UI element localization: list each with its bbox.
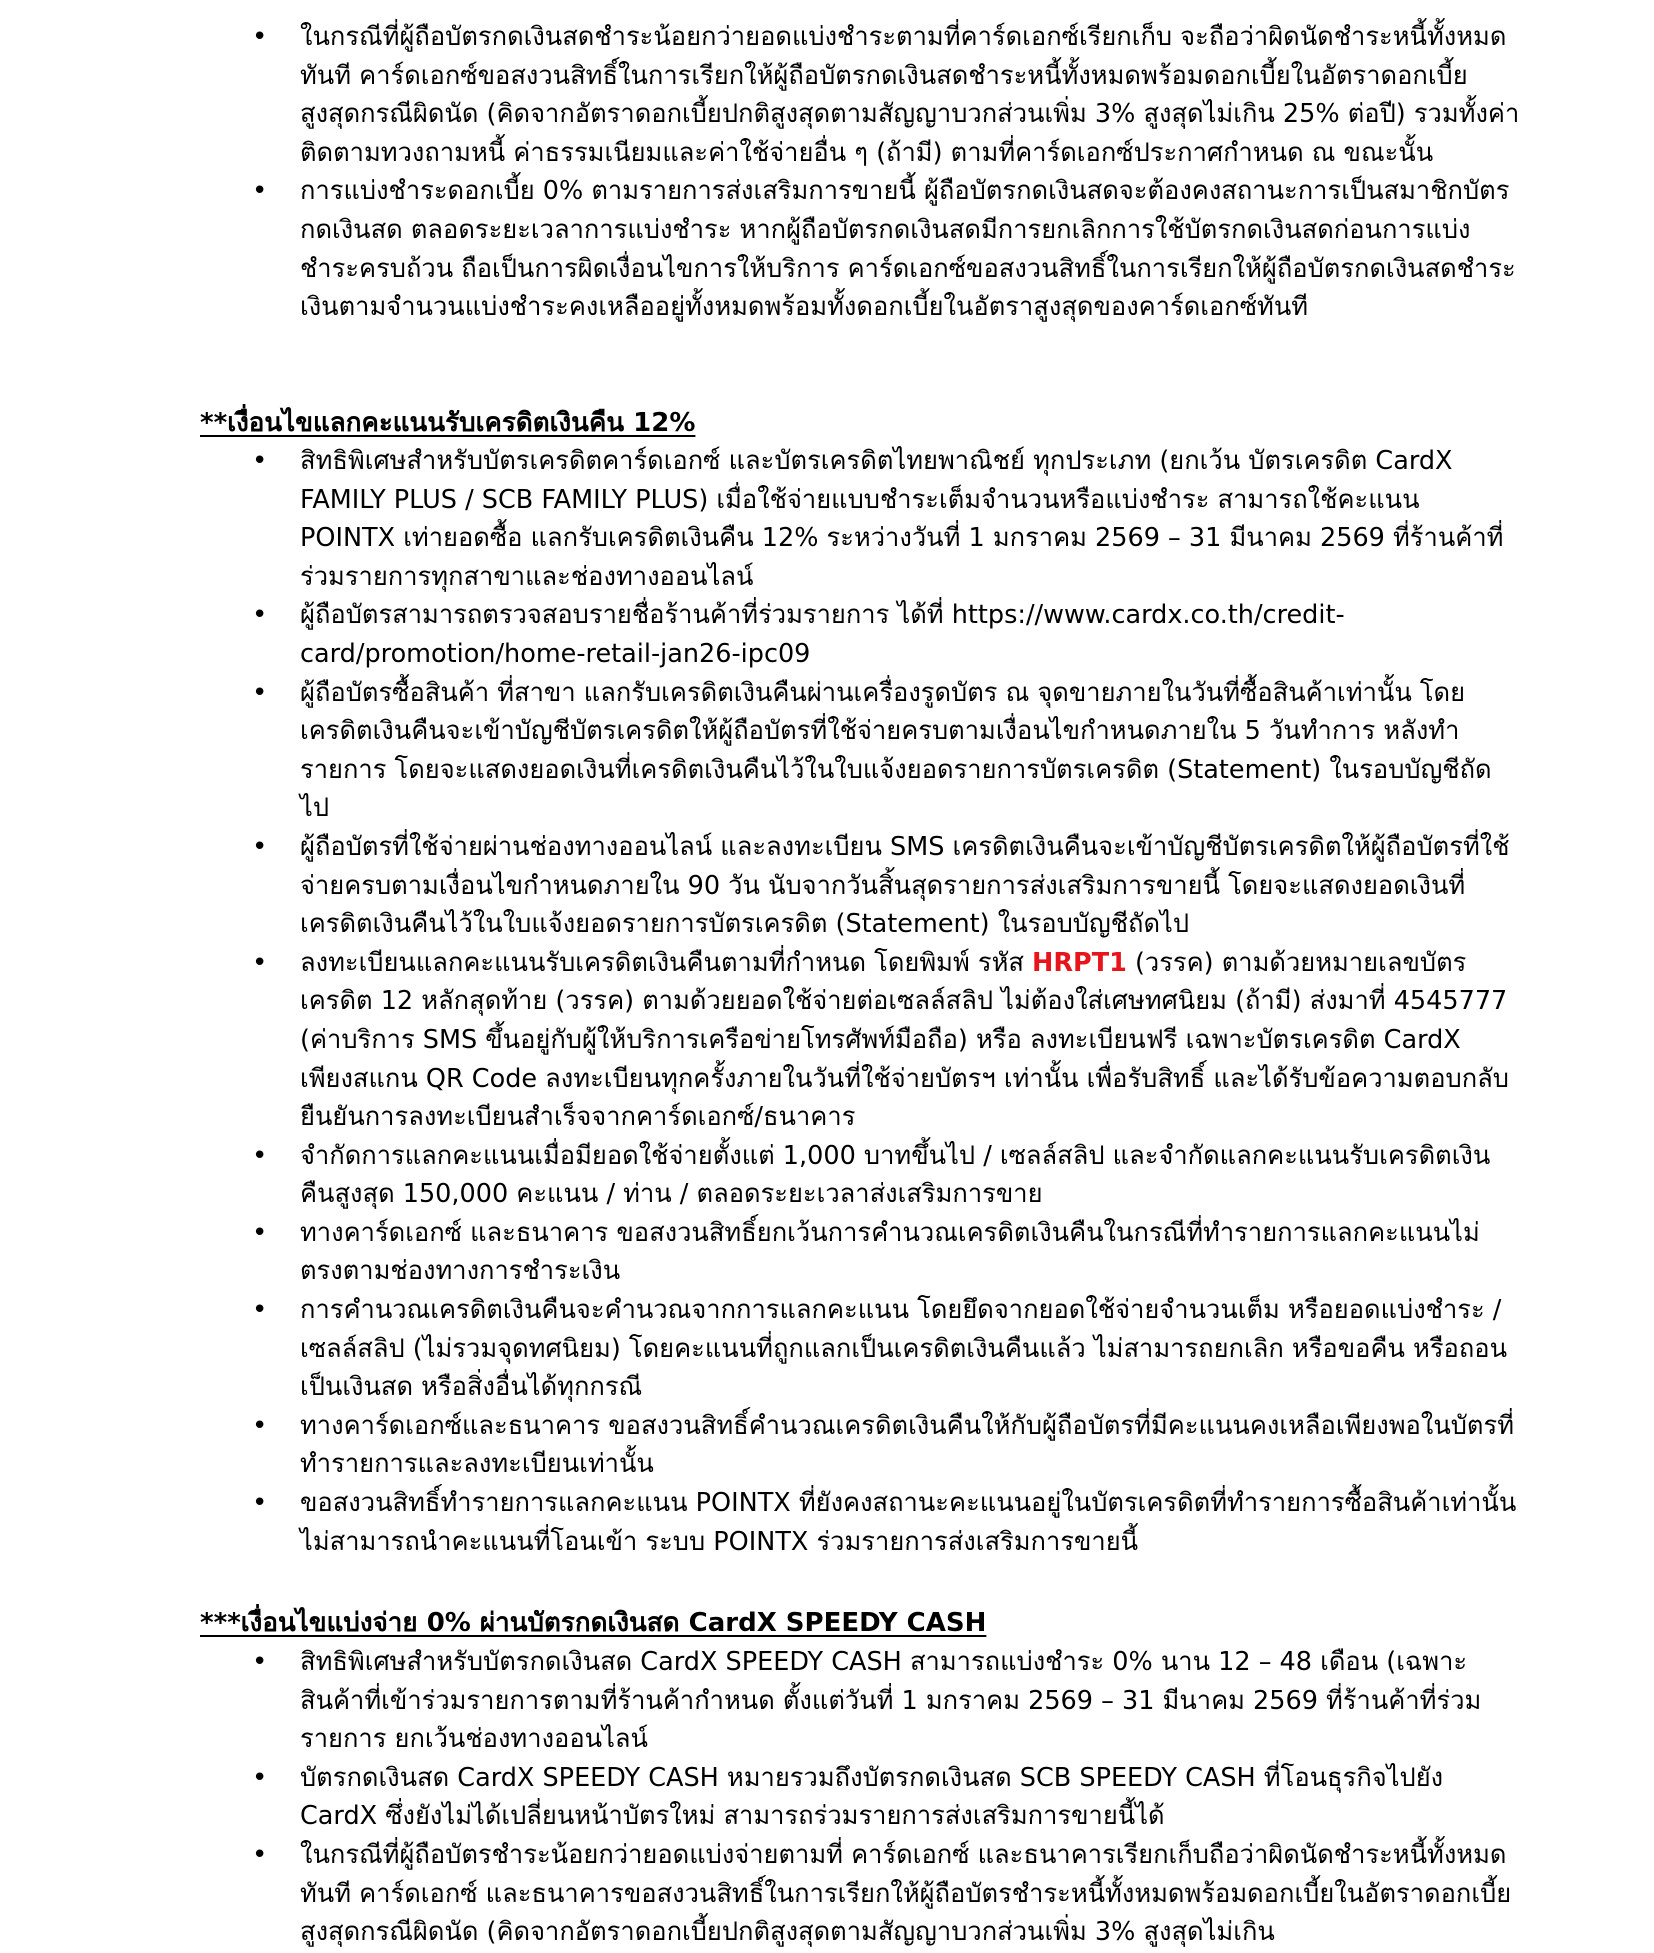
bullet-icon: • <box>252 600 268 631</box>
list-item-text: จำกัดการแลกคะแนนเมื่อมียอดใช้จ่ายตั้งแต่ 1,000 บาทขึ้นไป / เซลล์สลิป และจำกัดแลกคะแนนรับเครดิตเงินคืนสูงสุด 150,000 คะแนน / ท่าน / ตลอดระยะเวลาส่งเสริมการขาย <box>300 1140 1491 1210</box>
section-1-list <box>0 442 1654 1561</box>
list-item-text: ในกรณีที่ผู้ถือบัตรกดเงินสดชำระน้อยกว่ายอดแบ่งชำระตามที่คาร์ดเอกซ์เรียกเก็บ จะถือว่าผิดนัดชำระหนี้ทั้งหมดทันที คาร์ดเอกซ์ขอสงวนสิทธิ์ในการเรียกให้ผู้ถือบัตรกดเงินสดชำระหนี้ทั้งหมดพร้อมดอกเบี้ยในอัตราดอกเบี้ยสูงสุดกรณีผิดนัด (คิดจากอัตราดอกเบี้ยปกติสูงสุดตามสัญญาบวกส่วนเพิ่ม 3% สูงสุดไม่เกิน 25% ต่อปี) รวมทั้งค่าติดตามทวงถามหนี้ ค่าธรรมเนียมและค่าใช้จ่ายอื่น ๆ (ถ้ามี) ตามที่คาร์ดเอกซ์ประกาศกำหนด ณ ขณะนั้น <box>300 22 1520 168</box>
list-item <box>0 596 1520 673</box>
list-item <box>0 674 1520 828</box>
list-item <box>0 1836 1520 1952</box>
bullet-icon: • <box>252 831 268 862</box>
bullet-icon: • <box>252 1839 268 1870</box>
list-item <box>0 1759 1520 1836</box>
list-item <box>0 1407 1520 1484</box>
list-item-text-before: ลงทะเบียนแลกคะแนนรับเครดิตเงินคืนตามที่กำหนด โดยพิมพ์ รหัส <box>300 947 1033 978</box>
list-item <box>0 18 1520 172</box>
list-item-text: สิทธิพิเศษสำหรับบัตรกดเงินสด CardX SPEEDY CASH สามารถแบ่งชำระ 0% นาน 12 – 48 เดือน (เฉพาะสินค้าที่เข้าร่วมรายการตามที่ร้านค้ากำหนด ตั้งแต่วันที่ 1 มกราคม 2569 – 31 มีนาคม 2569 ที่ร้านค้าที่ร่วมรายการ ยกเว้นช่องทางออนไลน์ <box>300 1647 1482 1755</box>
bullet-icon: • <box>252 1217 268 1248</box>
list-item <box>0 828 1520 944</box>
list-item-text-after: (วรรค) ตามด้วยหมายเลขบัตรเครดิต 12 หลักสุดท้าย (วรรค) ตามด้วยยอดใช้จ่ายต่อเซลล์สลิป ไม่ต้องใส่เศษทศนิยม (ถ้ามี) ส่งมาที่ 4545777 (ค่าบริการ SMS ขึ้นอยู่กับผู้ให้บริการเครือข่ายโทรศัพท์มือถือ) หรือ ลงทะเบียนฟรี เฉพาะบัตรเครดิต CardX เพียงสแกน QR Code ลงทะเบียนทุกครั้งภายในวันที่ใช้จ่ายบัตรฯ เท่านั้น เพื่อรับสิทธิ์ และได้รับข้อความตอบกลับยืนยันการลงทะเบียนสำเร็จจากคาร์ดเอกซ์/ธนาคาร <box>300 947 1509 1133</box>
section-heading-speedy-cash: ***เงื่อนไขแบ่งจ่าย 0% ผ่านบัตรกดเงินสด CardX SPEEDY CASH <box>200 1608 987 1638</box>
bullet-icon: • <box>252 947 268 978</box>
bullet-icon: • <box>252 1140 268 1171</box>
list-item <box>0 442 1520 596</box>
list-item <box>0 1214 1520 1291</box>
list-item <box>0 1291 1520 1407</box>
list-item-text: บัตรกดเงินสด CardX SPEEDY CASH หมายรวมถึงบัตรกดเงินสด SCB SPEEDY CASH ที่โอนธุรกิจไปยัง CardX ซึ่งยังไม่ได้เปลี่ยนหน้าบัตรใหม่ สามารถร่วมรายการส่งเสริมการขายนี้ได้ <box>300 1762 1444 1832</box>
list-item <box>0 1484 1520 1561</box>
bullet-icon: • <box>252 1488 268 1519</box>
list-item-text: ทางคาร์ดเอกซ์ และธนาคาร ขอสงวนสิทธิ์ยกเว้นการคำนวณเครดิตเงินคืนในกรณีที่ทำรายการแลกคะแนนไม่ตรงตามช่องทางการชำระเงิน <box>300 1217 1480 1287</box>
section-0-list <box>0 18 1654 327</box>
list-item-text: ทางคาร์ดเอกซ์และธนาคาร ขอสงวนสิทธิ์คำนวณเครดิตเงินคืนให้กับผู้ถือบัตรที่มีคะแนนคงเหลือเพียงพอในบัตรที่ทำรายการและลงทะเบียนเท่านั้น <box>300 1410 1515 1480</box>
list-item-registration <box>0 944 1520 1137</box>
bullet-icon: • <box>252 677 268 708</box>
bullet-icon: • <box>252 1647 268 1677</box>
bullet-icon: • <box>252 1410 268 1441</box>
list-item-text: การคำนวณเครดิตเงินคืนจะคำนวณจากการแลกคะแนน โดยยึดจากยอดใช้จ่ายจำนวนเต็ม หรือยอดแบ่งชำระ / เซลล์สลิป (ไม่รวมจุดทศนิยม) โดยคะแนนที่ถูกแลกเป็นเครดิตเงินคืนแล้ว ไม่สามารถยกเลิก หรือขอคืน หรือถอนเป็นเงินสด หรือสิ่งอื่นได้ทุกกรณี <box>300 1295 1508 1403</box>
list-item <box>0 1137 1520 1214</box>
sms-code: HRPT1 <box>1032 947 1127 978</box>
list-item <box>0 172 1520 326</box>
bullet-icon: • <box>252 22 268 52</box>
list-item-text: ในกรณีที่ผู้ถือบัตรชำระน้อยกว่ายอดแบ่งจ่ายตามที่ คาร์ดเอกซ์ และธนาคารเรียกเก็บถือว่าผิดนัดชำระหนี้ทั้งหมดทันที คาร์ดเอกซ์ และธนาคารขอสงวนสิทธิ์ในการเรียกให้ผู้ถือบัตรชำระหนี้ทั้งหมดพร้อมดอกเบี้ยในอัตราดอกเบี้ยสูงสุดกรณีผิดนัด (คิดจากอัตราดอกเบี้ยปกติสูงสุดตามสัญญาบวกส่วนเพิ่ม 3% สูงสุดไม่เกิน <box>300 1839 1512 1948</box>
list-item-text: สิทธิพิเศษสำหรับบัตรเครดิตคาร์ดเอกซ์ และบัตรเครดิตไทยพาณิชย์ ทุกประเภท (ยกเว้น บัตรเครดิต CardX FAMILY PLUS / SCB FAMILY PLUS) เมื่อใช้จ่ายแบบชำระเต็มจำนวนหรือแบ่งชำระ สามารถใช้คะแนน POINTX เท่ายอดซื้อ แลกรับเครดิตเงินคืน 12% ระหว่างวันที่ 1 มกราคม 2569 – 31 มีนาคม 2569 ที่ร้านค้าที่ร่วมรายการทุกสาขาและช่องทางออนไลน์ <box>300 446 1504 592</box>
list-item-text: ขอสงวนสิทธิ์ทำรายการแลกคะแนน POINTX ที่ยังคงสถานะคะแนนอยู่ในบัตรเครดิตที่ทำรายการซื้อสินค้าเท่านั้น ไม่สามารถนำคะแนนที่โอนเข้า ระบบ POINTX ร่วมรายการส่งเสริมการขายนี้ <box>300 1488 1517 1557</box>
section-heading-cashback: **เงื่อนไขแลกคะแนนรับเครดิตเงินคืน 12% <box>200 408 696 438</box>
list-item <box>0 1643 1520 1759</box>
section-2-list <box>0 1643 1654 1952</box>
list-item-text: การแบ่งชำระดอกเบี้ย 0% ตามรายการส่งเสริมการขายนี้ ผู้ถือบัตรกดเงินสดจะต้องคงสถานะการเป็นสมาชิกบัตรกดเงินสด ตลอดระยะเวลาการแบ่งชำระ หากผู้ถือบัตรกดเงินสดมีการยกเลิกการใช้บัตรกดเงินสดก่อนการแบ่งชำระครบถ้วน ถือเป็นการผิดเงื่อนไขการให้บริการ คาร์ดเอกซ์ขอสงวนสิทธิ์ในการเรียกให้ผู้ถือบัตรกดเงินสดชำระเงินตามจำนวนแบ่งชำระคงเหลืออยู่ทั้งหมดพร้อมทั้งดอกเบี้ยในอัตราสูงสุดของคาร์ดเอกซ์ทันที <box>300 176 1516 323</box>
bullet-icon: • <box>252 1762 268 1793</box>
list-item-text: ผู้ถือบัตรสามารถตรวจสอบรายชื่อร้านค้าที่ร่วมรายการ ได้ที่ https://www.cardx.co.th/credit-card/promotion/home-retail-jan26-ipc09 <box>300 600 1345 669</box>
bullet-icon: • <box>252 1295 268 1326</box>
list-item-text: ผู้ถือบัตรซื้อสินค้า ที่สาขา แลกรับเครดิตเงินคืนผ่านเครื่องรูดบัตร ณ จุดขายภายในวันที่ซื้อสินค้าเท่านั้น โดยเครดิตเงินคืนจะเข้าบัญชีบัตรเครดิตให้ผู้ถือบัตรที่ใช้จ่ายครบตามเงื่อนไขกำหนดภายใน 5 วันทำการ หลังทำรายการ โดยจะแสดงยอดเงินที่เครดิตเงินคืนไว้ในใบแจ้งยอดรายการบัตรเครดิต (Statement) ในรอบบัญชีถัดไป <box>300 677 1492 824</box>
bullet-icon: • <box>252 176 268 207</box>
list-item-text: ผู้ถือบัตรที่ใช้จ่ายผ่านช่องทางออนไลน์ และลงทะเบียน SMS เครดิตเงินคืนจะเข้าบัญชีบัตรเครดิตให้ผู้ถือบัตรที่ใช้จ่ายครบตามเงื่อนไขกำหนดภายใน 90 วัน นับจากวันสิ้นสุดรายการส่งเสริมการขายนี้ โดยจะแสดงยอดเงินที่เครดิตเงินคืนไว้ในใบแจ้งยอดรายการบัตรเครดิต (Statement) ในรอบบัญชีถัดไป <box>300 831 1510 940</box>
bullet-icon: • <box>252 446 268 476</box>
